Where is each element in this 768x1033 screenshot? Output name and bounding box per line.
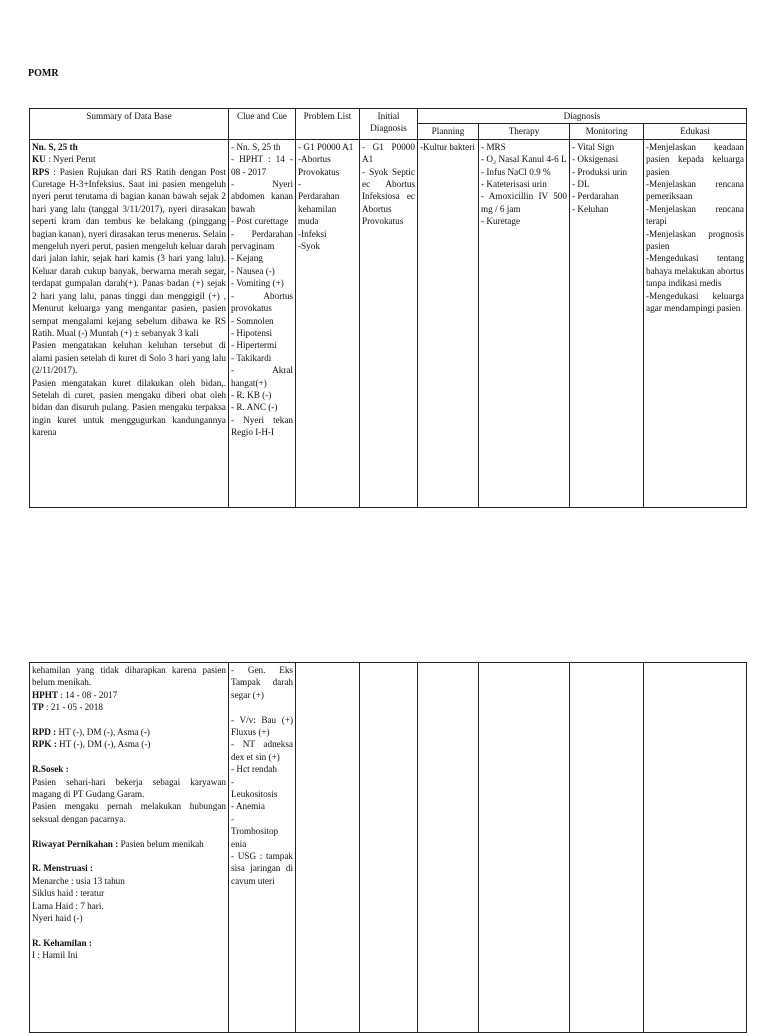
monitoring-item: - DL [572, 179, 590, 190]
summary-paragraph [32, 714, 226, 726]
summary-paragraph [32, 701, 226, 713]
problem-list-cell [296, 139, 360, 507]
therapy-cell [479, 139, 570, 507]
summary-label: Riwayat Pernikahan : [32, 838, 119, 849]
edukasi-item: -Mengedukasi tentang bahaya melakukan abortus tanpa indikasi medis [646, 253, 744, 289]
therapy-item: - Infus NaCl 0.9 % [481, 166, 551, 177]
summary-label: RPD : [32, 727, 57, 738]
clue-item: - R. KB (-) [231, 389, 272, 400]
summary-text: : 14 - 08 - 2017 [58, 689, 118, 700]
summary-label: RPS [32, 166, 50, 177]
summary-text: Pasien belum menikah [118, 838, 204, 849]
summary-text: Nyeri haid (-) [32, 913, 83, 924]
header-therapy: Therapy [479, 124, 570, 139]
summary-text: Pasien sehari-hari bekerja sebagai karyawan magang di PT Gudang Garam. [32, 776, 226, 800]
header-monitoring: Monitoring [570, 124, 644, 139]
clue-item: - Nausea (-) [231, 265, 275, 276]
planning-item: -Kultur bakteri [420, 141, 475, 152]
initial-diagnosis-cell [360, 139, 418, 507]
problem-item: -Infeksi [298, 228, 327, 239]
problem-item: -Abortus Provokatus [298, 154, 340, 177]
edukasi-cell-continued [644, 663, 747, 1033]
header-problem-list: Problem List [296, 109, 360, 140]
summary-paragraph [32, 887, 226, 899]
summary-paragraph [32, 949, 226, 961]
summary-text: kehamilan yang tidak diharapkan karena pasien belum menikah. [32, 665, 226, 688]
summary-text: Lama Haid : 7 hari. [32, 900, 104, 911]
problem-item: -Syok [298, 241, 320, 252]
header-edukasi: Edukasi [644, 124, 747, 139]
monitoring-cell-continued [570, 663, 644, 1033]
edukasi-item: -Mengedukasi keluarga agar mendampingi pasien [646, 290, 744, 314]
monitoring-item: - Produksi urin [572, 166, 628, 177]
summary-cell [30, 139, 229, 507]
clue-item: - Hipertermi [231, 340, 277, 351]
summary-label: HPHT [32, 689, 59, 700]
summary-paragraph [32, 166, 226, 340]
summary-text: Siklus haid : teratur [32, 888, 105, 899]
header-clue: Clue and Cue [229, 109, 296, 140]
summary-text: : Nyeri Perut [45, 154, 96, 165]
summary-label: R. Kehamilan : [32, 937, 92, 948]
pomr-table-page-1 [29, 108, 747, 508]
summary-paragraph [32, 339, 226, 376]
clue-item: - Nn. S, 25 th [231, 141, 281, 152]
monitoring-item: - Keluhan [572, 203, 609, 214]
clue-item: - Akral hangat(+) [231, 365, 293, 388]
edukasi-item: -Menjelaskan prognosis pasien [646, 228, 744, 252]
summary-label: TP [32, 702, 44, 713]
edukasi-cell [644, 139, 747, 507]
summary-paragraph [32, 800, 226, 825]
summary-paragraph [32, 862, 226, 874]
clue-item: - V/v: Bau (+) Fluxus (+) [231, 714, 293, 738]
summary-paragraph [32, 924, 226, 936]
problem-item: - G1 P0000 A1 [298, 141, 354, 152]
initial-diagnosis-cell-continued [360, 663, 418, 1033]
clue-item: - [231, 776, 235, 787]
clue-cue-cell [229, 139, 296, 507]
summary-paragraph [32, 838, 226, 850]
summary-paragraph [32, 377, 226, 439]
problem-list-cell-continued [296, 663, 360, 1033]
summary-paragraph [32, 875, 226, 887]
clue-item: - Somnolen [231, 315, 274, 326]
initial-diagnosis-item: - Syok Septic ec Abortus Infeksiosa ec Abortus Provokatus [362, 166, 415, 227]
clue-item: - Perdarahan pervaginam [231, 228, 293, 252]
clue-item: - Kejang [231, 253, 263, 264]
summary-paragraph [32, 689, 226, 701]
therapy-item: - O₂ Nasal Kanul 4-6 L [481, 154, 567, 165]
summary-paragraph [32, 726, 226, 738]
summary-text: HT (-), DM (-), Asma (-) [56, 727, 150, 738]
summary-text: Menarche : usia 13 tahun [32, 875, 125, 886]
header-initial-diagnosis: Initial Diagnosis [360, 109, 418, 140]
summary-text: Pasien mengatakan kuret dilakukan oleh bidan,. Setelah di curet, pasien mengaku diberi obat oleh bidan dan disuruh pulang. Pasien mengaku terpaksa ingin kuret untuk menggugurkan kandungannya karena [32, 377, 226, 438]
summary-label: RPK : [32, 739, 57, 750]
summary-text: : 21 - 05 - 2018 [43, 702, 103, 713]
summary-paragraph [32, 141, 226, 153]
clue-item: - Takikardi [231, 352, 272, 363]
therapy-item: - Amoxicillin IV 500 mg / 6 jam [481, 191, 567, 214]
clue-item: Trombositop enia [231, 826, 279, 849]
therapy-item: - Kateterisasi urin [481, 179, 547, 190]
monitoring-item: - Oksigenasi [572, 154, 619, 165]
summary-text: HT (-), DM (-), Asma (-) [56, 739, 151, 750]
clue-item: - HPHT : 14 - 08 - 2017 [231, 154, 293, 177]
clue-item: Leukositosis [231, 789, 278, 800]
summary-paragraph [32, 850, 226, 862]
edukasi-item: -Menjelaskan keadaan pasien kepada keluarga pasien [646, 141, 744, 177]
summary-label: Nn. S, 25 th [32, 141, 78, 152]
summary-label: R.Sosek : [32, 764, 69, 775]
summary-paragraph [32, 751, 226, 763]
clue-item: - Anemia [231, 801, 265, 812]
summary-text: I : Hamil Ini [32, 950, 78, 961]
monitoring-item: - Vital Sign [572, 141, 615, 152]
therapy-cell-continued [479, 663, 570, 1033]
problem-item: Perdarahan kehamilan muda [298, 191, 340, 227]
summary-text: : Pasien Rujukan dari RS Ratih dengan Post Curetage H-3+Infeksius. Saat ini pasien mengeluh nyeri perut terutama di bagian kanan bawah sejak 2 hari yang lalu (tanggal 3/11/2017), nyeri dirasakan seperti kram dan tembus ke belakang (pinggang bagian kanan), nyeri dirasakan terus menerus. Selain mengeluh nyeri perut, pasien mengeluh keluar darah dari jalan lahir, sejak hari kamis (3 hari yang lalu). Keluar darah cukup banyak, berwarna merah segar, terdapat gumpalan darah(+). Panas badan (+) sejak 2 hari yang lalu, panas tinggi dan menggigil (+) , Menurut keluarga yang mengantar pasien, pasien sempat mengalami kejang sebelum dibawa ke RS Ratih. Mual (-) Muntah (+) ± sebanyak 3 kali [32, 166, 226, 338]
clue-item: - Nyeri abdomen kanan bawah [231, 179, 293, 214]
clue-item: - Nyeri tekan Regio I-H-I [231, 414, 293, 438]
page-title: POMR [28, 68, 59, 79]
summary-paragraph [32, 825, 226, 837]
summary-paragraph [32, 776, 226, 801]
clue-item: - Hct rendah [231, 764, 277, 775]
monitoring-cell [570, 139, 644, 507]
pomr-table-page-2 [29, 662, 747, 1033]
clue-item: - Post curettage [231, 216, 289, 227]
summary-text: Pasien mengatakan keluhan keluhan tersebut di alami pasien setelah di kuret di Solo 3 hari yang lalu (2/11/2017). [32, 340, 226, 376]
edukasi-item: -Menjelaskan rencana pemeriksaan [646, 179, 744, 202]
header-diagnosis: Diagnosis [418, 109, 747, 124]
summary-label: R. Menstruasi : [32, 863, 93, 874]
summary-cell-continued [30, 663, 229, 1033]
therapy-item: - Kuretage [481, 216, 521, 227]
header-planning: Planning [418, 124, 479, 139]
planning-cell [418, 139, 479, 507]
monitoring-item: - Perdarahan [572, 191, 619, 202]
clue-cue-cell-continued [229, 663, 296, 1033]
header-summary: Summary of Data Base [30, 109, 229, 140]
clue-item: - Abortus provokatus [231, 290, 293, 314]
summary-label: KU [32, 154, 46, 165]
edukasi-item: -Menjelaskan rencana terapi [646, 203, 744, 227]
summary-paragraph [32, 664, 226, 689]
initial-diagnosis-item: - G1 P0000 A1 [362, 141, 415, 165]
summary-text: Pasien mengaku pernah melakukan hubungan seksual dengan pacarnya. [32, 801, 226, 824]
clue-item: - Gen. Eks Tampak darah segar (+) [231, 665, 293, 700]
clue-item: - [231, 813, 235, 824]
summary-paragraph [32, 763, 226, 775]
clue-item [231, 701, 293, 713]
planning-cell-continued [418, 663, 479, 1033]
summary-paragraph [32, 900, 226, 912]
clue-item: - USG : tampak sisa jaringan di cavum uteri [231, 851, 293, 886]
summary-paragraph [32, 738, 226, 750]
clue-item: - Vomiting (+) [231, 278, 284, 289]
therapy-item: - MRS [481, 141, 506, 152]
problem-item: - [298, 179, 302, 190]
summary-paragraph [32, 912, 226, 924]
clue-item: - R. ANC (-) [231, 402, 278, 413]
summary-paragraph [32, 153, 226, 165]
summary-paragraph [32, 937, 226, 949]
clue-item: - NT adneksa dex et sin (+) [231, 739, 293, 762]
clue-item: - Hipotensi [231, 327, 273, 338]
